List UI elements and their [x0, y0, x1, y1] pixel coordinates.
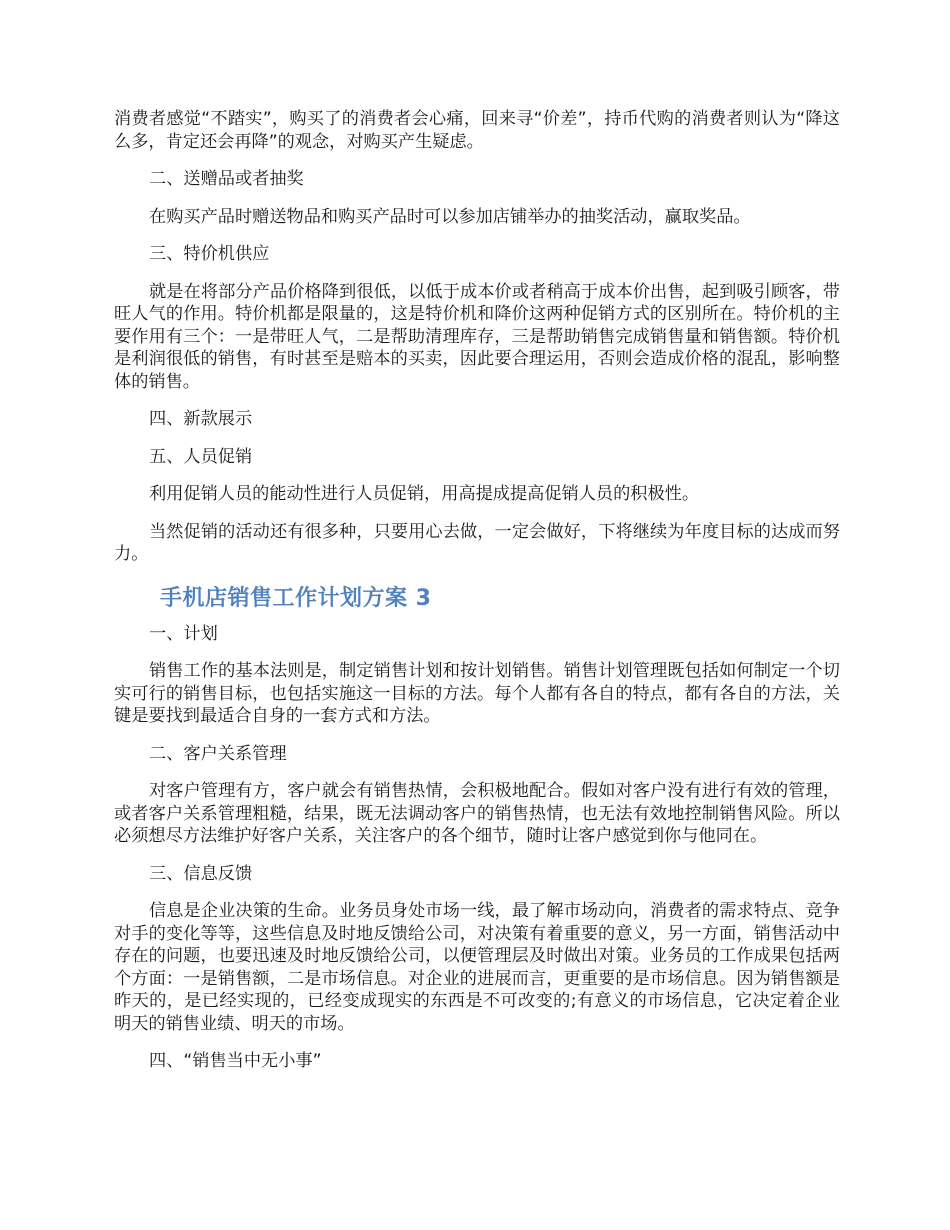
- list-heading: 四、“销售当中无小事”: [149, 1051, 322, 1071]
- list-heading: 四、新款展示: [149, 409, 253, 429]
- list-heading: 五、人员促销: [149, 446, 253, 467]
- paragraph: 当然促销的活动还有很多种，只要用心去做，一定会做好，下将继续为年度目标的达成而努力。: [114, 521, 840, 564]
- section-title: 手机店销售工作计划方案 3: [160, 585, 432, 611]
- paragraph: 信息是企业决策的生命。业务员身处市场一线，最了解市场动向，消费者的需求特点、竞争对手的变化等等，这些信息及时地反馈给公司，对决策有着重要的意义，另一方面，销售活动中存在的问题，也要迅速及时地反馈给公司，以便管理层及时做出对策。业务员的工作成果包括两个方面：一是销售额，二是市场信息。对企业的进展而言，更重要的是市场信息。因为销售额是昨天的，是已经实现的，已经变成现实的东西是不可改变的;有意义的市场信息，它决定着企业明天的销售业绩、明天的市场。: [114, 901, 840, 1034]
- paragraph: 消费者感觉“不踏实”，购买了的消费者会心痛，回来寻“价差”，持币代购的消费者则认为“降这么多，肯定还会再降”的观念，对购买产生疑虑。: [114, 109, 840, 152]
- paragraph: 就是在将部分产品价格降到很低，以低于成本价或者稍高于成本价出售，起到吸引顾客，带旺人气的作用。特价机都是限量的，这是特价机和降价这两种促销方式的区别所在。特价机的主要作用有三个：一是带旺人气，二是帮助清理库存，三是帮助销售完成销售量和销售额。特价机是利润很低的销售，有时甚至是赔本的买卖，因此要合理运用，否则会造成价格的混乱，影响整体的销售。: [114, 281, 840, 392]
- paragraph: 利用促销人员的能动性进行人员促销，用高提成提高促销人员的积极性。: [149, 484, 700, 504]
- list-heading: 三、特价机供应: [149, 244, 270, 264]
- paragraph: 在购买产品时赠送物品和购买产品时可以参加店铺举办的抽奖活动，赢取奖品。: [149, 206, 751, 227]
- list-heading: 二、送赠品或者抽奖: [149, 169, 304, 189]
- list-heading: 二、客户关系管理: [149, 743, 287, 764]
- paragraph: 对客户管理有方，客户就会有销售热情，会积极地配合。假如对客户没有进行有效的管理，或者客户关系管理粗糙，结果，既无法调动客户的销售热情，也无法有效地控制销售风险。所以必须想尽方法维护好客户关系，关注客户的各个细节，随时让客户感觉到你与他同在。: [114, 781, 840, 846]
- document-page: [114, 108, 840, 1073]
- paragraph: 销售工作的基本法则是，制定销售计划和按计划销售。销售计划管理既包括如何制定一个切实可行的销售目标，也包括实施这一目标的方法。每个人都有各自的特点，都有各自的方法，关键是要找到最适合自身的一套方式和方法。: [114, 661, 840, 726]
- list-heading: 三、信息反馈: [149, 863, 253, 884]
- list-heading: 一、计划: [149, 623, 218, 644]
